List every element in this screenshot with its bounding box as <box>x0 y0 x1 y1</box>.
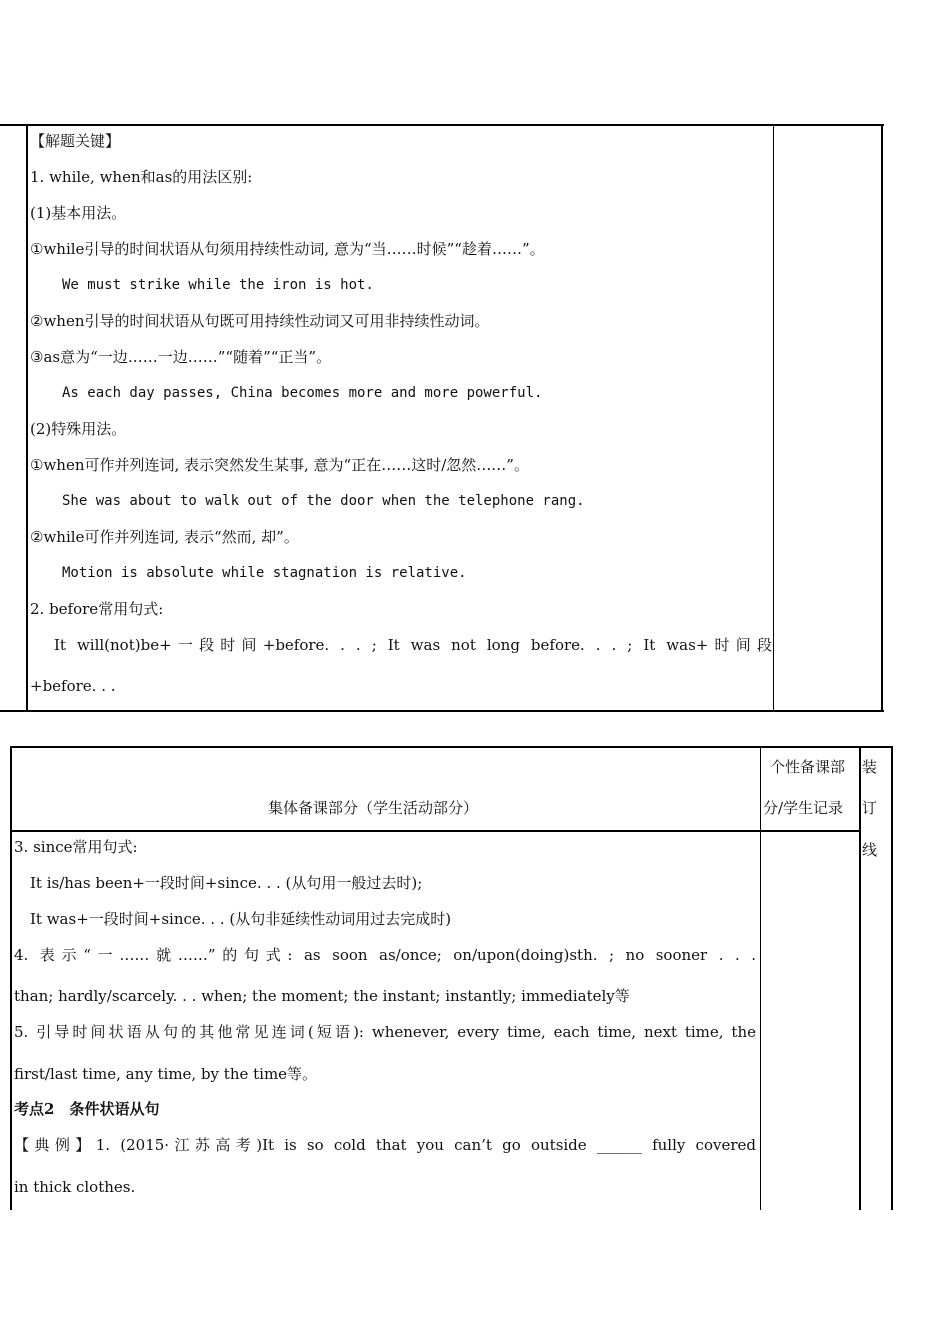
as-example: As each day passes, China becomes more and more powerful. <box>62 385 543 401</box>
example-question-cont: in thick clothes. <box>14 1178 136 1196</box>
table2-left-border <box>10 746 12 1210</box>
example-question: 【典例】1. (2015·江苏高考)It is so cold that you can’t go outside ______ fully covered <box>14 1136 756 1154</box>
point-5-line2: first/last time, any time, by the time等。 <box>14 1065 318 1083</box>
when-conj-rule: ①when可作并列连词, 表示突然发生某事, 意为“正在……这时/忽然……”。 <box>30 456 529 474</box>
point-3-title: 3. since常用句式: <box>14 838 138 856</box>
while-conj-rule: ②while可作并列连词, 表示“然而, 却”。 <box>30 528 299 546</box>
table2-mid-divider <box>760 746 761 1210</box>
table1-right-border <box>881 124 883 712</box>
while-example: We must strike while the iron is hot. <box>62 277 374 293</box>
when-example: She was about to walk out of the door when the telephone rang. <box>62 493 585 509</box>
since-pattern-1: It is/has been+一段时间+since. . . (从句用一般过去时); <box>30 874 423 892</box>
when-rule: ②when引导的时间状语从句既可用持续性动词又可用非持续性动词。 <box>30 312 490 330</box>
table1-bottom-border <box>0 710 884 712</box>
point-5-line1: 5. 引导时间状语从句的其他常见连词(短语): whenever, every time, each time, next time, the <box>14 1023 756 1041</box>
while-rule: ①while引导的时间状语从句须用持续性动词, 意为“当……时候”“趁着……”。 <box>30 240 545 258</box>
special-usage-heading: (2)特殊用法。 <box>30 420 127 438</box>
binding-char-1: 装 <box>862 758 878 776</box>
section-header: 集体备课部分（学生活动部分） <box>268 799 479 817</box>
since-pattern-2: It was+一段时间+since. . . (从句非延续性动词用过去完成时) <box>30 910 452 928</box>
side-header-line2: 分/学生记录 <box>763 799 844 817</box>
table1-top-border <box>0 124 884 126</box>
side-header-line1: 个性备课部 <box>770 758 846 776</box>
before-patterns: It will(not)be+一段时间+before. . . ; It was not long before. . . ; It was+时间段 <box>54 636 772 654</box>
table1-mid-divider <box>773 124 774 712</box>
point-4-line1: 4. 表示“一……就……”的句式: as soon as/once; on/upon(doing)sth. ; no sooner . . . <box>14 946 756 964</box>
point-1-title: 1. while, when和as的用法区别: <box>30 168 253 186</box>
table2-header-divider <box>10 830 860 832</box>
topic-2-heading: 考点2 条件状语从句 <box>14 1100 160 1118</box>
as-rule: ③as意为“一边……一边……”“随着”“正当”。 <box>30 348 332 366</box>
basic-usage-heading: (1)基本用法。 <box>30 204 127 222</box>
table2-binding-divider <box>859 746 861 1210</box>
point-2-title: 2. before常用句式: <box>30 600 164 618</box>
binding-char-3: 线 <box>862 841 878 859</box>
table1-left-divider <box>26 124 28 712</box>
binding-char-2: 订 <box>862 799 878 817</box>
point-4-line2: than; hardly/scarcely. . . when; the moment; the instant; instantly; immediately等 <box>14 987 630 1005</box>
jieti-heading: 【解题关键】 <box>30 132 121 150</box>
before-patterns-cont: +before. . . <box>30 677 116 695</box>
while-conj-example: Motion is absolute while stagnation is relative. <box>62 565 467 581</box>
table2-right-border <box>891 746 893 1210</box>
